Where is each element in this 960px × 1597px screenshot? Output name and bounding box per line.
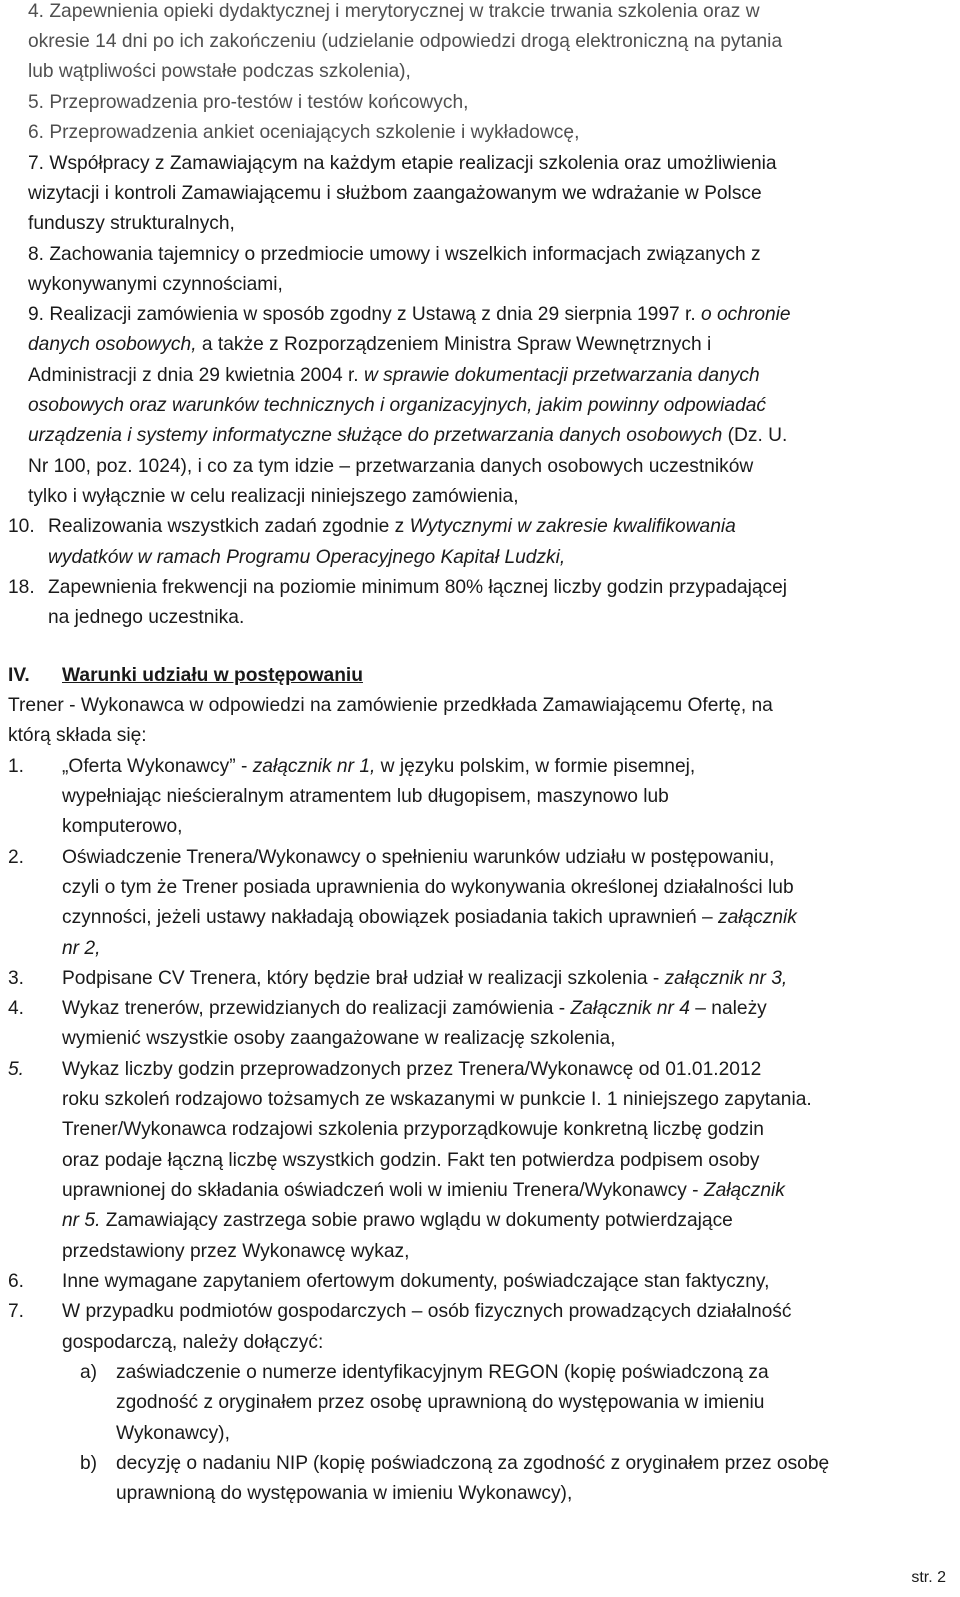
item-10-italic: Wytycznymi w zakresie kwalifikowania xyxy=(409,516,736,537)
item-10-text: Realizowania wszystkich zadań zgodnie z xyxy=(48,516,405,537)
list-b-7a-line-2: zgodność z oryginałem przez osobę uprawnioną do występowania w imieniu xyxy=(116,1392,765,1413)
list-b-1-line-3: komputerowo, xyxy=(62,816,183,837)
item-7-line-1: 7. Współpracy z Zamawiającym na każdym etapie realizacji szkolenia oraz umożliwienia xyxy=(28,153,777,174)
item-4-line-1: 4. Zapewnienia opieki dydaktycznej i merytorycznej w trakcie trwania szkolenia oraz w xyxy=(28,1,760,22)
list-b-2-line-3 xyxy=(62,906,797,930)
item-9-italic-5: urządzenia i systemy informatyczne służące do przetwarzania danych osobowych xyxy=(28,425,723,446)
list-b-1-text-b: w języku polskim, w formie pisemnej, xyxy=(380,756,696,777)
list-b-5-text-5: uprawnionej do składania oświadczeń woli w imieniu Trenera/Wykonawcy - xyxy=(62,1180,699,1201)
item-9-line-2 xyxy=(28,333,711,357)
list-b-2-italic-3: załącznik xyxy=(717,907,797,928)
item-9-text-3: Administracji z dnia 29 kwietnia 2004 r. xyxy=(28,365,359,386)
list-b-6-line-1: Inne wymagane zapytaniem ofertowym dokumenty, poświadczające stan faktyczny, xyxy=(62,1271,770,1292)
list-b-1-italic: załącznik nr 1, xyxy=(252,756,376,777)
item-9-line-4 xyxy=(28,394,766,418)
item-18-line-1: Zapewnienia frekwencji na poziomie minimum 80% łącznej liczby godzin przypadającej xyxy=(48,577,788,598)
list-b-7-number: 7. xyxy=(8,1301,25,1322)
list-b-5-line-7: przedstawiony przez Wykonawcę wykaz, xyxy=(62,1241,410,1262)
section-title: Warunki udziału w postępowaniu xyxy=(62,665,363,686)
page-number: str. 2 xyxy=(911,1569,946,1586)
list-b-5-text-6: Zamawiający zastrzega sobie prawo wglądu w dokumenty potwierdzające xyxy=(105,1210,733,1231)
list-b-2-line-1: Oświadczenie Trenera/Wykonawcy o spełnieniu warunków udziału w postępowaniu, xyxy=(62,847,775,868)
list-b-2-italic-4: nr 2, xyxy=(62,938,101,959)
list-b-7b-line-1: decyzję o nadaniu NIP (kopię poświadczoną za zgodność z oryginałem przez osobę xyxy=(116,1453,830,1474)
item-10-number: 10. xyxy=(8,516,35,537)
list-b-5-number: 5. xyxy=(8,1059,25,1080)
list-b-3-line-1 xyxy=(62,967,787,991)
list-b-4-line-2: wymienić wszystkie osoby zaangażowane w realizację szkolenia, xyxy=(62,1028,616,1049)
item-9-text: 9. Realizacji zamówienia w sposób zgodny z Ustawą z dnia 29 sierpnia 1997 r. xyxy=(28,304,696,325)
list-b-4-text-b: – należy xyxy=(695,998,767,1019)
list-b-4-line-1 xyxy=(62,997,767,1021)
item-9-text-5: (Dz. U. xyxy=(727,425,788,446)
list-b-1-line-1 xyxy=(62,755,695,779)
list-b-2-text-3: czynności, jeżeli ustawy nakładają obowiązek posiadania takich uprawnień – xyxy=(62,907,713,928)
item-4-line-2: okresie 14 dni po ich zakończeniu (udzielanie odpowiedzi drogą elektroniczną na pytania xyxy=(28,31,783,52)
list-b-7-line-2: gospodarczą, należy dołączyć: xyxy=(62,1332,324,1353)
list-b-7-line-1: W przypadku podmiotów gospodarczych – osób fizycznych prowadzących działalność xyxy=(62,1301,792,1322)
item-9-line-6: Nr 100, poz. 1024), i co za tym idzie – przetwarzania danych osobowych uczestników xyxy=(28,456,754,477)
item-9-line-3 xyxy=(28,364,760,388)
item-4-line-3: lub wątpliwości powstałe podczas szkolenia), xyxy=(28,61,411,82)
list-b-4-text: Wykaz trenerów, przewidzianych do realizacji zamówienia - xyxy=(62,998,566,1019)
item-10-line-2 xyxy=(48,546,565,570)
item-9-line-1 xyxy=(28,303,791,327)
section-intro-line-2: którą składa się: xyxy=(8,725,147,746)
list-b-3-text: Podpisane CV Trenera, który będzie brał udział w realizacji szkolenia - xyxy=(62,968,660,989)
list-b-5-italic-6: nr 5. xyxy=(62,1210,101,1231)
list-b-7a-number: a) xyxy=(80,1362,98,1383)
item-8-line-1: 8. Zachowania tajemnicy o przedmiocie umowy i wszelkich informacjach związanych z xyxy=(28,244,761,265)
list-b-5-line-5 xyxy=(62,1179,785,1203)
list-b-1-number: 1. xyxy=(8,756,25,777)
item-9-italic-3: w sprawie dokumentacji przetwarzania danych xyxy=(363,365,760,386)
item-9-italic: o ochronie xyxy=(701,304,791,325)
list-b-5-line-6 xyxy=(62,1209,733,1233)
item-18-number: 18. xyxy=(8,577,35,598)
list-b-5-line-4: oraz podaje łączną liczbę wszystkich godzin. Fakt ten potwierdza podpisem osoby xyxy=(62,1150,760,1171)
list-b-1-line-2: wypełniając nieścieralnym atramentem lub długopisem, maszynowo lub xyxy=(62,786,669,807)
list-b-4-italic: Załącznik nr 4 xyxy=(570,998,690,1019)
section-intro-line-1: Trener - Wykonawca w odpowiedzi na zamówienie przedkłada Zamawiającemu Ofertę, na xyxy=(8,695,773,716)
list-b-7b-number: b) xyxy=(80,1453,98,1474)
list-b-7a-line-1: zaświadczenie o numerze identyfikacyjnym REGON (kopię poświadczoną za xyxy=(116,1362,769,1383)
list-b-5-italic-5: Załącznik xyxy=(703,1180,785,1201)
item-9-line-7: tylko i wyłącznie w celu realizacji niniejszego zamówienia, xyxy=(28,486,519,507)
item-18-line-2: na jednego uczestnika. xyxy=(48,607,245,628)
list-b-3-number: 3. xyxy=(8,968,25,989)
list-b-5-line-2: roku szkoleń rodzajowo tożsamych ze wskazanymi w punkcie I. 1 niniejszego zapytania. xyxy=(62,1089,812,1110)
section-number: IV. xyxy=(8,665,30,686)
list-b-2-number: 2. xyxy=(8,847,25,868)
item-9-italic-2: danych osobowych, xyxy=(28,334,197,355)
item-9-line-5 xyxy=(28,424,787,448)
item-7-line-3: funduszy strukturalnych, xyxy=(28,213,235,234)
item-8-line-2: wykonywanymi czynnościami, xyxy=(28,274,283,295)
item-7-line-2: wizytacji i kontroli Zamawiającemu i służbom zaangażowanym we wdrażanie w Polsce xyxy=(28,183,762,204)
list-b-5-line-1: Wykaz liczby godzin przeprowadzonych przez Trenera/Wykonawcę od 01.01.2012 xyxy=(62,1059,762,1080)
item-9-italic-4: osobowych oraz warunków technicznych i organizacyjnych, jakim powinny odpowiadać xyxy=(28,395,767,416)
list-b-5-line-3: Trener/Wykonawca rodzajowi szkolenia przyporządkowuje konkretną liczbę godzin xyxy=(62,1119,764,1140)
list-b-2-line-4 xyxy=(62,937,100,961)
list-b-4-number: 4. xyxy=(8,998,25,1019)
list-b-7b-line-2: uprawnioną do występowania w imieniu Wykonawcy), xyxy=(116,1483,573,1504)
item-6: 6. Przeprowadzenia ankiet oceniających szkolenie i wykładowcę, xyxy=(28,122,580,143)
list-b-2-line-2: czyli o tym że Trener posiada uprawnienia do wykonywania określonej działalności lub xyxy=(62,877,794,898)
item-10-line-1 xyxy=(48,515,736,539)
item-10-italic-2: wydatków w ramach Programu Operacyjnego Kapitał Ludzki, xyxy=(48,547,566,568)
list-b-6-number: 6. xyxy=(8,1271,25,1292)
list-b-7a-line-3: Wykonawcy), xyxy=(116,1423,230,1444)
list-b-3-italic: załącznik nr 3, xyxy=(664,968,788,989)
item-9-text-2: a także z Rozporządzeniem Ministra Spraw Wewnętrznych i xyxy=(201,334,712,355)
item-5: 5. Przeprowadzenia pro-testów i testów końcowych, xyxy=(28,92,469,113)
list-b-1-text: „Oferta Wykonawcy” - xyxy=(62,756,248,777)
